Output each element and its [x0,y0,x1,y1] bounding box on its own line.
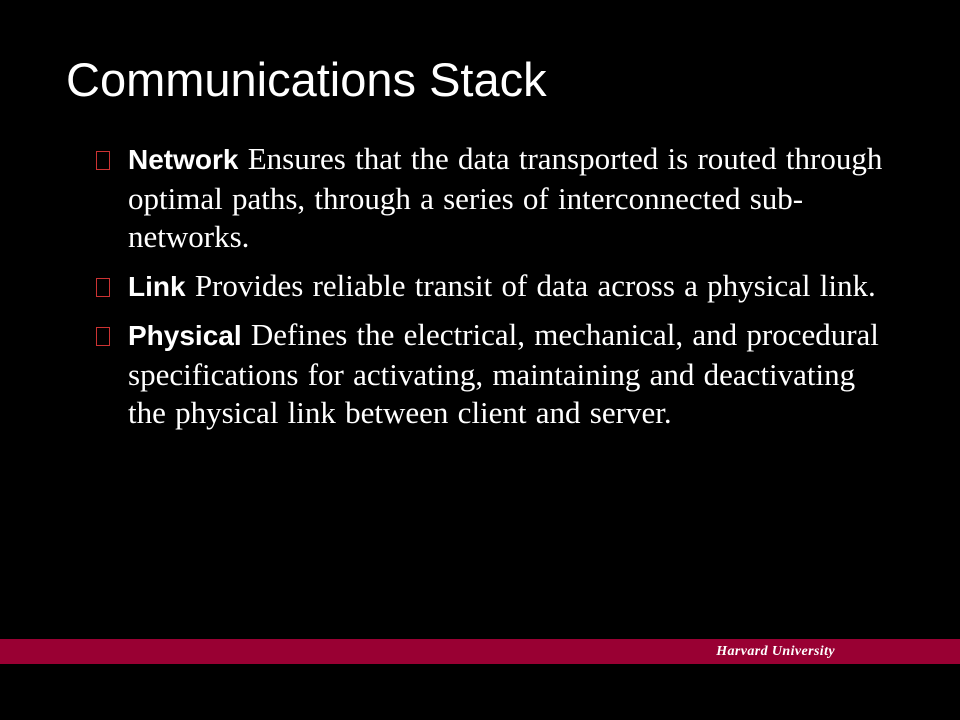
bullet-term: Physical [128,320,242,351]
bullet-text: Defines the electrical, mechanical, and procedural specifications for activating, maintaining and deactivating the physical link between client and server. [128,317,879,430]
bullet-item-network [90,140,890,257]
bullet-term: Network [128,144,239,175]
bullet-item-link [90,267,890,307]
bullet-text: Provides reliable transit of data across a physical link. [194,267,876,303]
footer-bar [0,639,960,664]
footer-label: Harvard University [716,644,835,659]
bullet-marker-icon [96,278,110,297]
bullet-marker-icon [96,151,110,170]
bullet-term: Link [128,270,186,302]
bullet-list [90,140,890,443]
bullet-text: Ensures that the data transported is routed through optimal paths, through a series of interconnected sub-networks. [128,141,883,254]
slide-title: Communications Stack [66,53,547,106]
bullet-marker-icon [96,327,110,346]
bullet-item-physical [90,316,890,433]
